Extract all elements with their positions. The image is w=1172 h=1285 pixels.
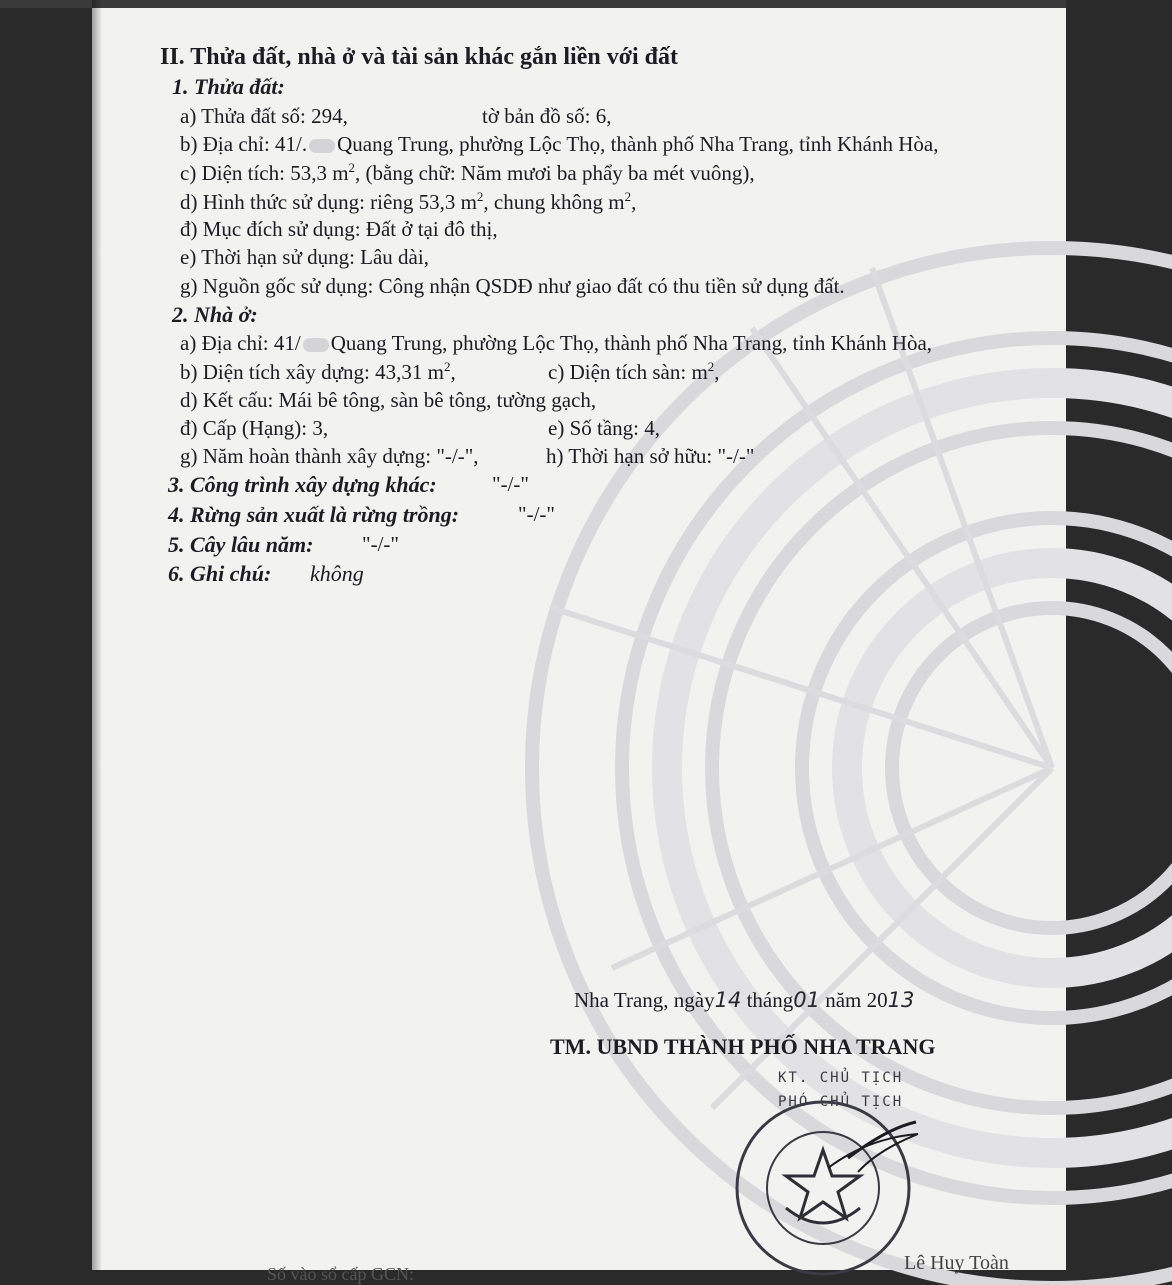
house-ownership-term: h) Thời hạn sở hữu: "-/-" [546,444,755,468]
issue-day: 14 [714,988,742,1012]
house-floor-area-end: , [714,360,720,384]
redaction-mark [309,139,335,153]
land-usage-form-prefix: d) Hình thức sử dụng: riêng 53,3 m [180,190,477,214]
land-address-rest: Quang Trung, phường Lộc Thọ, thành phố Nha Trang, tỉnh Khánh Hòa, [337,132,939,156]
issue-month-label: tháng [746,988,794,1012]
land-area: c) Diện tích: 53,3 $m^2$, (bằng chữ: Năm mươi ba phẩy ba mét vuông), [180,160,755,185]
scan-left-edge [92,0,102,1270]
other-works-value: "-/-" [492,472,529,496]
house-build-area-prefix: b) Diện tích xây dựng: 43,31 m [180,360,444,384]
perennial-heading: 5. Cây lâu năm: [168,532,314,557]
land-usage-form-end: , [631,190,637,214]
official-seal-icon [728,1098,918,1278]
scan-top-edge [0,0,1066,8]
land-map-sheet: tờ bản đồ số: 6, [482,104,612,128]
forest-heading: 4. Rừng sản xuất là rừng trồng: [168,502,460,527]
issue-month: 01 [793,988,820,1012]
redaction-mark [303,338,329,352]
deputy-title-line2: PHÓ CHỦ TỊCH [778,1094,904,1110]
perennial-value: "-/-" [362,532,399,556]
section-title: II. Thửa đất, nhà ở và tài sản khác gắn liền với đất [160,44,679,70]
house-build-area-end: , [450,360,456,384]
issuing-authority: TM. UBND THÀNH PHỐ NHA TRANG [550,1034,936,1059]
house-structure: d) Kết cấu: Mái bê tông, sàn bê tông, tường gạch, [180,388,597,412]
certificate-page [92,8,1066,1284]
house-heading: 2. Nhà ở: [172,302,258,327]
issue-date-prefix: Nha Trang, ngày [574,988,715,1012]
land-usage-form-mid: , chung không m [483,190,625,214]
house-completion-year: g) Năm hoàn thành xây dựng: "-/-", [180,444,479,468]
signer-name: Lê Huy Toàn [904,1252,1009,1274]
house-address-prefix: a) Địa chỉ: 41/ [180,331,301,355]
land-heading: 1. Thửa đất: [172,74,285,99]
other-works-heading: 3. Công trình xây dựng khác: [168,472,437,497]
land-usage-form: d) Hình thức sử dụng: riêng 53,3 $m^2$, chung không $m^2$, [180,189,637,214]
land-purpose: đ) Mục đích sử dụng: Đất ở tại đô thị, [180,217,498,241]
house-build-area: b) Diện tích xây dựng: 43,31 $m^2$, [180,359,456,384]
deputy-title-line1: KT. CHỦ TỊCH [778,1070,904,1086]
land-address [180,132,938,157]
land-address-prefix: b) Địa chỉ: 41/. [180,132,308,156]
issue-date [574,988,914,1013]
house-floor-area-prefix: c) Diện tích sàn: m [548,360,708,384]
house-grade: đ) Cấp (Hạng): 3, [180,416,329,440]
land-term: e) Thời hạn sử dụng: Lâu dài, [180,245,429,269]
note-heading: 6. Ghi chú: [168,561,272,586]
register-number-partial: Số vào sổ cấp GCN: [267,1264,414,1284]
forest-value: "-/-" [518,502,555,526]
land-area-prefix: c) Diện tích: 53,3 m [180,161,349,185]
house-floors: e) Số tầng: 4, [548,416,660,440]
land-parcel-number: a) Thửa đất số: 294, [180,104,348,128]
house-address-rest: Quang Trung, phường Lộc Thọ, thành phố Nha Trang, tỉnh Khánh Hòa, [330,331,933,355]
land-area-suffix: , (bằng chữ: Năm mươi ba phẩy ba mét vuông), [355,161,755,185]
house-address [180,331,932,356]
note-value: không [310,561,364,586]
issue-year: 13 [887,988,915,1012]
house-floor-area: c) Diện tích sàn: $m^2$, [548,359,720,384]
issue-year-label: năm 20 [825,988,888,1012]
land-origin: g) Nguồn gốc sử dụng: Công nhận QSDĐ như giao đất có thu tiền sử dụng đất. [180,274,845,298]
